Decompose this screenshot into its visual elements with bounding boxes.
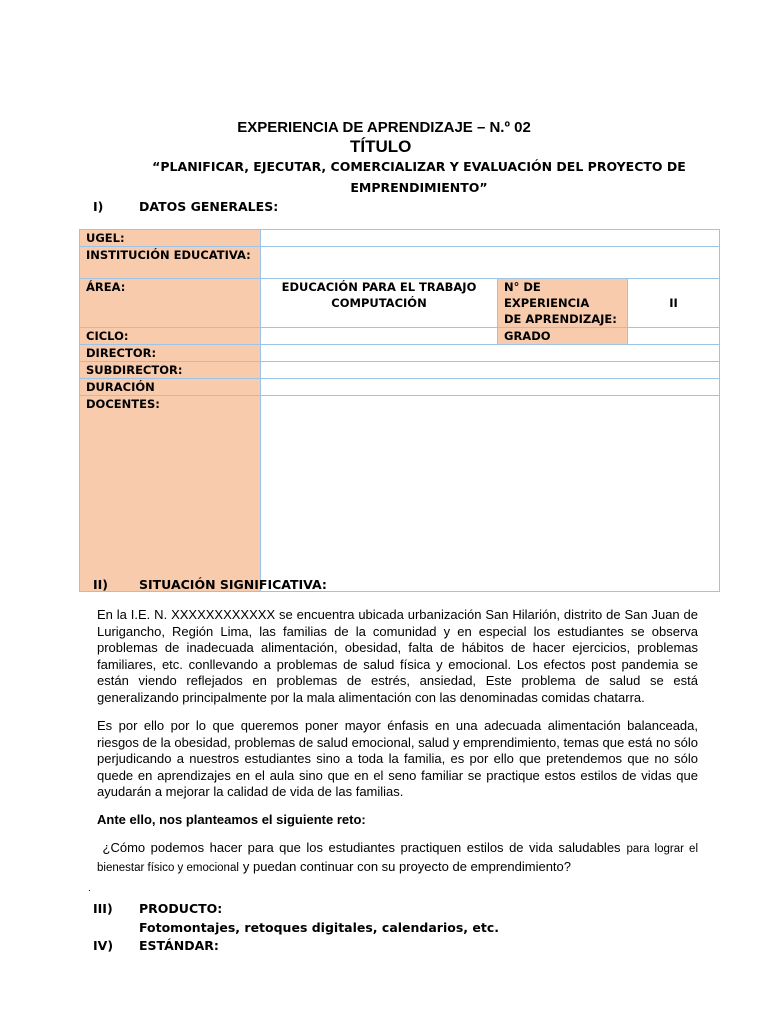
product-detail: Fotomontajes, retoques digitales, calendarios, etc. bbox=[139, 920, 499, 935]
teachers-value bbox=[261, 396, 720, 592]
grade-label: GRADO bbox=[498, 328, 628, 345]
experience-number-label bbox=[498, 279, 628, 328]
challenge-intro: Ante ello, nos planteamos el siguiente reto: bbox=[97, 812, 366, 827]
challenge-part3: y puedan continuar con su proyecto de emprendimiento? bbox=[242, 859, 572, 874]
section4-title: ESTÁNDAR: bbox=[139, 938, 219, 953]
cycle-label: CICLO: bbox=[80, 328, 261, 345]
project-title-line2: EMPRENDIMIENTO” bbox=[350, 180, 488, 195]
situation-paragraph-2: Es por ello por lo que queremos poner mayor énfasis en una adecuada alimentación balanceada, riesgos de la obesidad, problemas de salud emocional, salud y emprendimiento, temas que está no sólo perjudicando a nuestros estudiantes sino a toda la familia, es por ello que pretendemos que no sólo quede en aprendizajes en el aula sino que en el seno familiar se practique estos estilos de vidas que ayudarán a mejorar la calidad de vida de las familias. bbox=[97, 718, 698, 800]
area-label: ÁREA: bbox=[80, 279, 261, 328]
duration-value bbox=[261, 379, 720, 396]
project-title-line1: “PLANIFICAR, EJECUTAR, COMERCIALIZAR Y EVALUACIÓN DEL PROYECTO DE bbox=[152, 159, 686, 174]
section2-number: II) bbox=[93, 577, 109, 592]
section2-title: SITUACIÓN SIGNIFICATIVA: bbox=[139, 577, 327, 592]
director-value bbox=[261, 345, 720, 362]
situation-paragraph-1: En la I.E. N. XXXXXXXXXXXX se encuentra ubicada urbanización San Hilarión, distrito de San Juan de Lurigancho, Región Lima, las familias de la comunidad y en especial los estudiantes se observa problemas de inadecuada alimentación, obesidad, falta de hábitos de hacer ejercicios, problemas familiares, etc. conllevando a problemas de salud física y emocional. Los efectos post pandemia se están viendo reflejados en problemas de estrés, ansiedad, Este problema de salud se está generalizando principalmente por la mala alimentación con las denominadas comidas chatarra. bbox=[97, 607, 698, 705]
institution-value bbox=[261, 247, 720, 279]
stray-dot: . bbox=[88, 883, 91, 894]
section1-title: DATOS GENERALES: bbox=[139, 199, 279, 214]
document-subtitle: TÍTULO bbox=[350, 137, 412, 156]
challenge-part2: para lograr el bienestar físico y emocional bbox=[97, 843, 699, 874]
teachers-label: DOCENTES: bbox=[80, 396, 261, 592]
general-data-table bbox=[79, 229, 720, 592]
grade-value bbox=[628, 328, 720, 345]
area-value-line2: COMPUTACIÓN bbox=[331, 296, 427, 310]
area-value bbox=[261, 279, 498, 328]
section3-title: PRODUCTO: bbox=[139, 901, 223, 916]
cycle-value bbox=[261, 328, 498, 345]
challenge-part1: ¿Cómo podemos hacer para que los estudiantes practiquen estilos de vida saludables bbox=[102, 840, 621, 855]
duration-label: DURACIÓN bbox=[80, 379, 261, 396]
document-title: EXPERIENCIA DE APRENDIZAJE – N.º 02 bbox=[237, 119, 531, 136]
section3-number: III) bbox=[93, 901, 113, 916]
director-label: DIRECTOR: bbox=[80, 345, 261, 362]
experience-label-line2: DE APRENDIZAJE: bbox=[504, 312, 617, 326]
area-value-line1: EDUCACIÓN PARA EL TRABAJO bbox=[281, 280, 477, 294]
ugel-label: UGEL: bbox=[80, 230, 261, 247]
subdirector-label: SUBDIRECTOR: bbox=[80, 362, 261, 379]
institution-label: INSTITUCIÓN EDUCATIVA: bbox=[80, 247, 261, 279]
section1-number: I) bbox=[93, 199, 104, 214]
ugel-value bbox=[261, 230, 720, 247]
challenge-question bbox=[97, 839, 698, 877]
subdirector-value bbox=[261, 362, 720, 379]
experience-number-value: II bbox=[628, 279, 720, 328]
experience-label-line1: N° DE EXPERIENCIA bbox=[504, 280, 590, 310]
section4-number: IV) bbox=[93, 938, 114, 953]
